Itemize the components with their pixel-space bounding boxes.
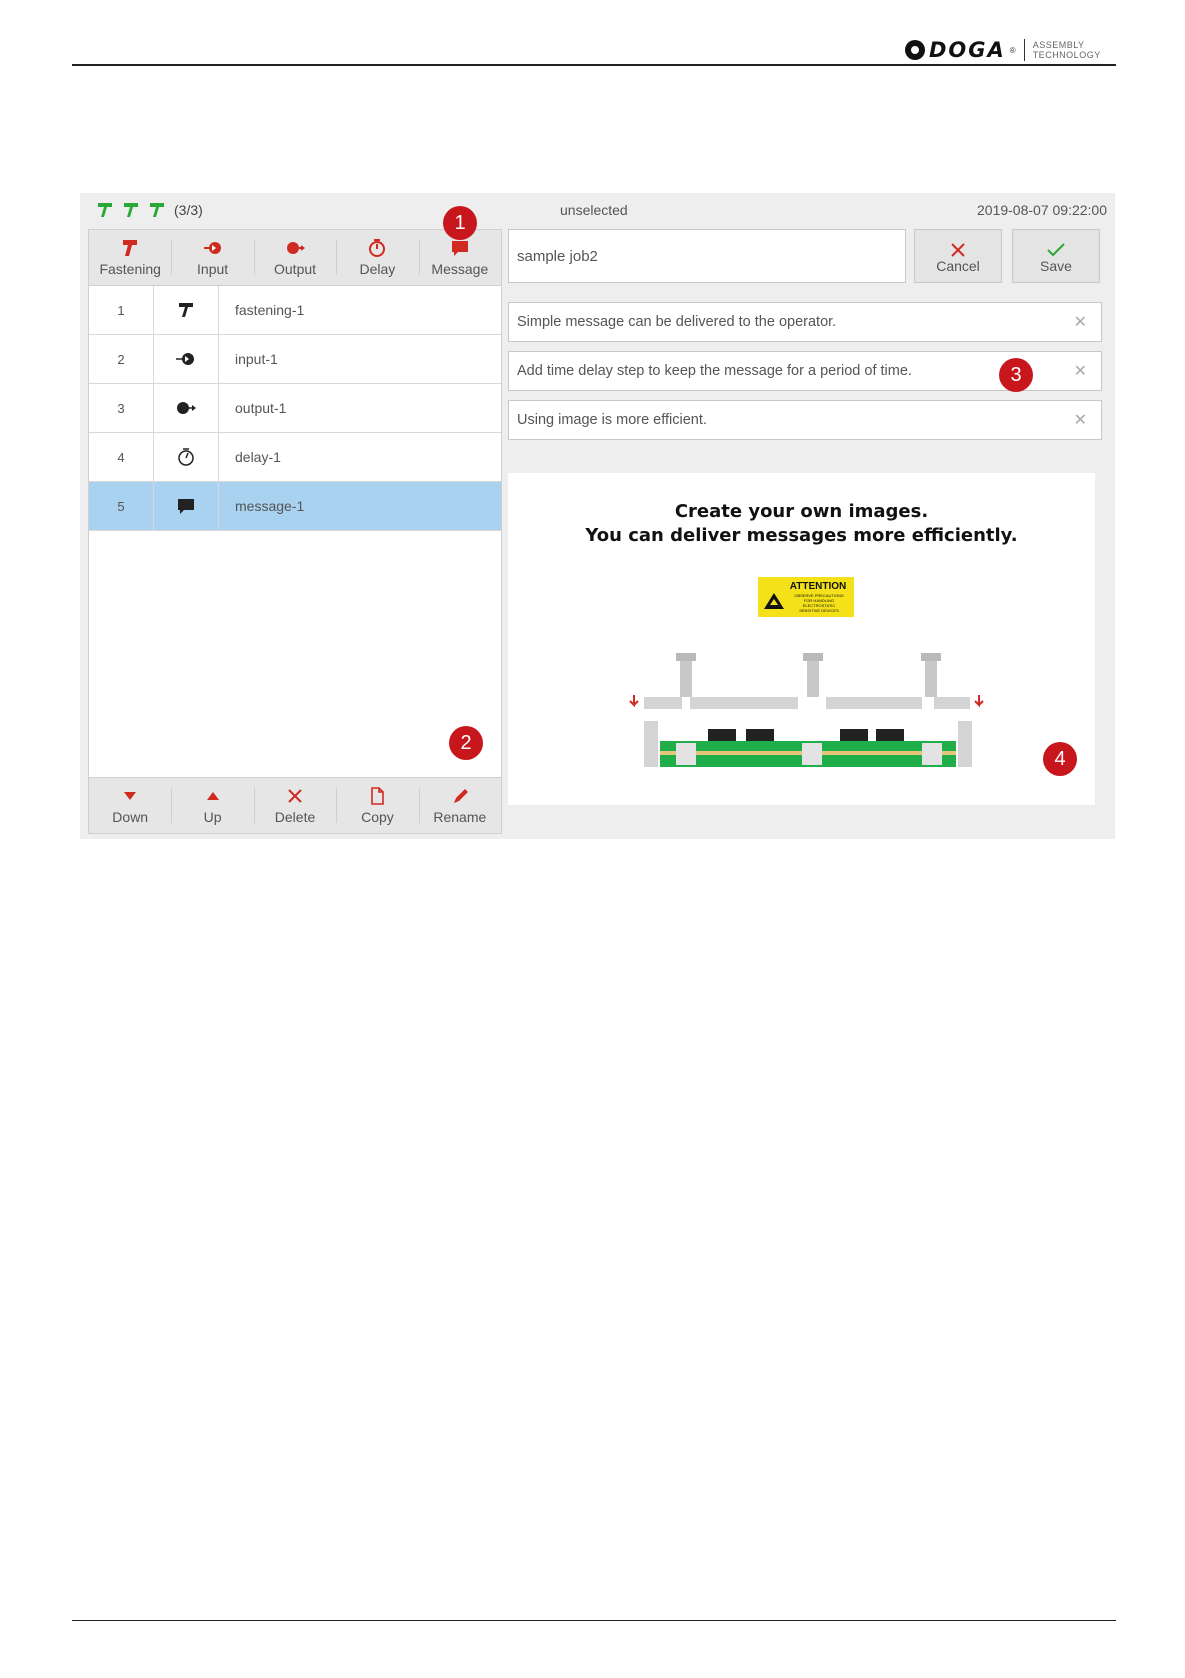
input-icon [202, 238, 224, 258]
step-icon-cell [154, 433, 219, 481]
step-panel [88, 229, 502, 834]
cancel-button[interactable] [914, 229, 1002, 283]
step-row[interactable] [89, 286, 501, 335]
step-list [89, 286, 501, 531]
step-name: output-1 [235, 400, 287, 416]
screws [676, 653, 941, 697]
message-text: Add time delay step to keep the message for a period of time. [517, 363, 912, 379]
attention-line: FOR HANDLING [803, 598, 835, 603]
step-toolbar [89, 230, 501, 286]
tool-count: (3/3) [174, 202, 203, 218]
tool-ok-icon [96, 201, 114, 219]
step-name: delay-1 [235, 449, 281, 465]
pcb-assembly-illustration [508, 473, 1095, 805]
message-label: Message [431, 261, 489, 277]
message-icon [449, 238, 471, 258]
output-icon [284, 238, 306, 258]
cancel-x-icon [949, 242, 967, 258]
callout-badge: 2 [449, 726, 483, 760]
rename-button[interactable] [419, 778, 501, 833]
copy-document-icon [366, 786, 388, 806]
cover-plate [644, 697, 970, 709]
input-label: Input [197, 261, 229, 277]
step-row-selected[interactable] [89, 482, 501, 531]
callout-badge: 3 [999, 358, 1033, 392]
step-row[interactable] [89, 384, 501, 433]
attention-line: OBSERVE PRECAUTIONS [794, 593, 844, 598]
message-text: Simple message can be delivered to the operator. [517, 314, 837, 330]
brand-name: DOGA [929, 38, 1006, 62]
step-number: 2 [89, 335, 154, 383]
brand-logo [905, 38, 1101, 62]
step-icon-cell [154, 286, 219, 334]
step-icon-cell [154, 482, 219, 530]
save-button[interactable] [1012, 229, 1100, 283]
brand-tag-line1: ASSEMBLY [1032, 40, 1085, 50]
brand-reg: ® [1009, 45, 1016, 55]
job-editor-screen [80, 193, 1115, 839]
arrow-down-icon [119, 786, 141, 806]
brand-separator [1024, 39, 1025, 61]
move-down-button[interactable] [89, 778, 171, 833]
job-state: unselected [560, 202, 628, 218]
checkmark-icon [1046, 242, 1066, 258]
remove-message-icon[interactable]: ✕ [1073, 314, 1087, 331]
pencil-icon [449, 786, 471, 806]
delete-x-icon [284, 786, 306, 806]
step-icon-cell [154, 335, 219, 383]
job-name-input[interactable] [508, 229, 906, 283]
attention-heading: ATTENTION [789, 581, 847, 592]
add-output-button[interactable] [254, 230, 336, 285]
message-line[interactable] [508, 400, 1102, 440]
output-label: Output [274, 261, 317, 277]
tool-status-icons [96, 201, 166, 219]
step-number: 3 [89, 384, 154, 432]
copy-button[interactable] [336, 778, 418, 833]
header-rule [72, 64, 1116, 66]
tool-ok-icon [122, 201, 140, 219]
attention-label [758, 577, 854, 617]
remove-message-icon[interactable]: ✕ [1073, 363, 1087, 380]
image-title-line2: You can deliver messages more efficiently. [585, 525, 1018, 546]
message-line[interactable] [508, 302, 1102, 342]
image-title-line1: Create your own images. [674, 501, 929, 522]
add-input-button[interactable] [171, 230, 253, 285]
input-icon [175, 350, 197, 368]
doga-logo [905, 38, 1016, 62]
save-label: Save [1040, 258, 1072, 274]
brand-tag-line2: TECHNOLOGY [1032, 50, 1101, 60]
up-label: Up [203, 809, 222, 825]
attention-line: ELECTROSTATIC [802, 603, 836, 608]
output-icon [175, 399, 197, 417]
delay-timer-icon [366, 238, 388, 258]
status-bar [80, 193, 1115, 227]
step-name: input-1 [235, 351, 278, 367]
datetime: 2019-08-07 09:22:00 [977, 202, 1107, 218]
tool-ok-icon [148, 201, 166, 219]
attention-line: SENSITIVE DEVICES [799, 608, 839, 613]
copy-label: Copy [361, 809, 394, 825]
remove-message-icon[interactable]: ✕ [1073, 412, 1087, 429]
delete-button[interactable] [254, 778, 336, 833]
delay-label: Delay [359, 261, 396, 277]
message-image [508, 473, 1095, 805]
cancel-label: Cancel [936, 258, 980, 274]
message-icon [176, 497, 196, 515]
doga-mark-icon [905, 40, 925, 60]
brand-tagline [1033, 40, 1101, 60]
fastening-tool-icon [119, 238, 141, 258]
rename-label: Rename [433, 809, 487, 825]
step-icon-cell [154, 384, 219, 432]
callout-badge: 4 [1043, 742, 1077, 776]
step-number: 5 [89, 482, 154, 530]
delete-label: Delete [274, 809, 316, 825]
step-name: message-1 [235, 498, 305, 514]
message-text: Using image is more efficient. [517, 412, 707, 428]
down-label: Down [112, 809, 149, 825]
move-up-button[interactable] [171, 778, 253, 833]
step-name: fastening-1 [235, 302, 305, 318]
fastening-tool-icon [177, 301, 195, 319]
delay-timer-icon [176, 447, 196, 467]
step-number: 4 [89, 433, 154, 481]
arrow-up-icon [202, 786, 224, 806]
footer-rule [72, 1620, 1116, 1621]
step-row[interactable] [89, 335, 501, 384]
step-number: 1 [89, 286, 154, 334]
add-fastening-button[interactable] [89, 230, 171, 285]
step-action-bar [89, 777, 501, 833]
add-delay-button[interactable] [336, 230, 418, 285]
fastening-label: Fastening [99, 261, 161, 277]
callout-badge: 1 [443, 206, 477, 240]
pcb-board [644, 721, 972, 767]
step-row[interactable] [89, 433, 501, 482]
